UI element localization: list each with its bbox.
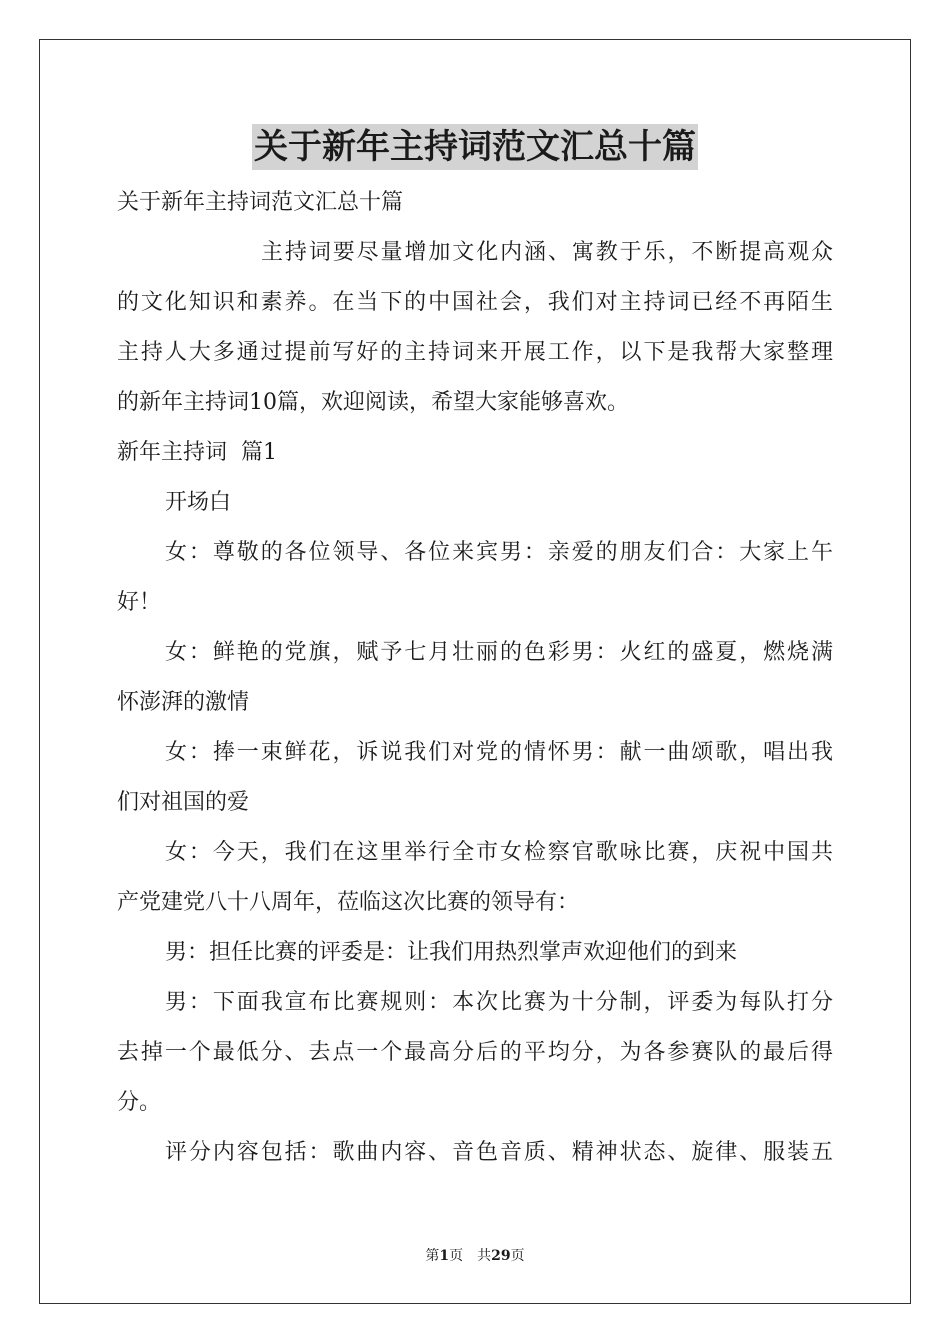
paragraph-line: 好！ — [117, 590, 162, 615]
title-container — [0, 124, 950, 170]
paragraph-line: 女：鲜艳的党旗，赋予七月壮丽的色彩男：火红的盛夏，燃烧满 — [165, 640, 833, 665]
paragraph-line: 怀澎湃的激情 — [117, 690, 250, 715]
paragraph-line: 的新年主持词10篇，欢迎阅读，希望大家能够喜欢。 — [117, 390, 629, 415]
paragraph-line: 男：担任比赛的评委是：让我们用热烈掌声欢迎他们的到来 — [165, 940, 738, 965]
paragraph-line: 评分内容包括：歌曲内容、音色音质、精神状态、旋律、服装五 — [165, 1140, 833, 1165]
paragraph-line: 开场白 — [165, 490, 232, 515]
paragraph-line: 产党建党八十八周年，莅临这次比赛的领导有： — [117, 890, 580, 915]
footer-suffix: 页 — [510, 1248, 525, 1264]
document-title: 关于新年主持词范文汇总十篇 — [252, 124, 698, 170]
subtitle-line: 关于新年主持词范文汇总十篇 — [117, 190, 404, 215]
paragraph-line: 女：捧一束鲜花，诉说我们对党的情怀男：献一曲颂歌，唱出我 — [165, 740, 833, 765]
footer-page-total: 29 — [491, 1248, 511, 1264]
document-body — [117, 178, 833, 1178]
paragraph-line: 主持词要尽量增加文化内涵、寓教于乐，不断提高观众 — [261, 240, 833, 265]
footer-prefix: 第 — [425, 1248, 440, 1264]
paragraph-line: 们对祖国的爱 — [117, 790, 250, 815]
section-heading: 新年主持词 篇1 — [117, 440, 277, 465]
paragraph-line: 男：下面我宣布比赛规则：本次比赛为十分制，评委为每队打分 — [165, 990, 833, 1015]
paragraph-line: 去掉一个最低分、去点一个最高分后的平均分，为各参赛队的最后得 — [117, 1040, 833, 1065]
paragraph-line: 女：今天，我们在这里举行全市女检察官歌咏比赛，庆祝中国共 — [165, 840, 833, 865]
paragraph-line: 分。 — [117, 1090, 162, 1115]
paragraph-line: 女：尊敬的各位领导、各位来宾男：亲爱的朋友们合：大家上午 — [165, 540, 833, 565]
page-footer — [0, 1246, 950, 1266]
footer-page-current: 1 — [439, 1248, 450, 1264]
paragraph-line: 的文化知识和素养。在当下的中国社会，我们对主持词已经不再陌生 — [117, 290, 833, 315]
footer-mid: 页 共 — [449, 1248, 492, 1264]
paragraph-line: 主持人大多通过提前写好的主持词来开展工作，以下是我帮大家整理 — [117, 340, 833, 365]
